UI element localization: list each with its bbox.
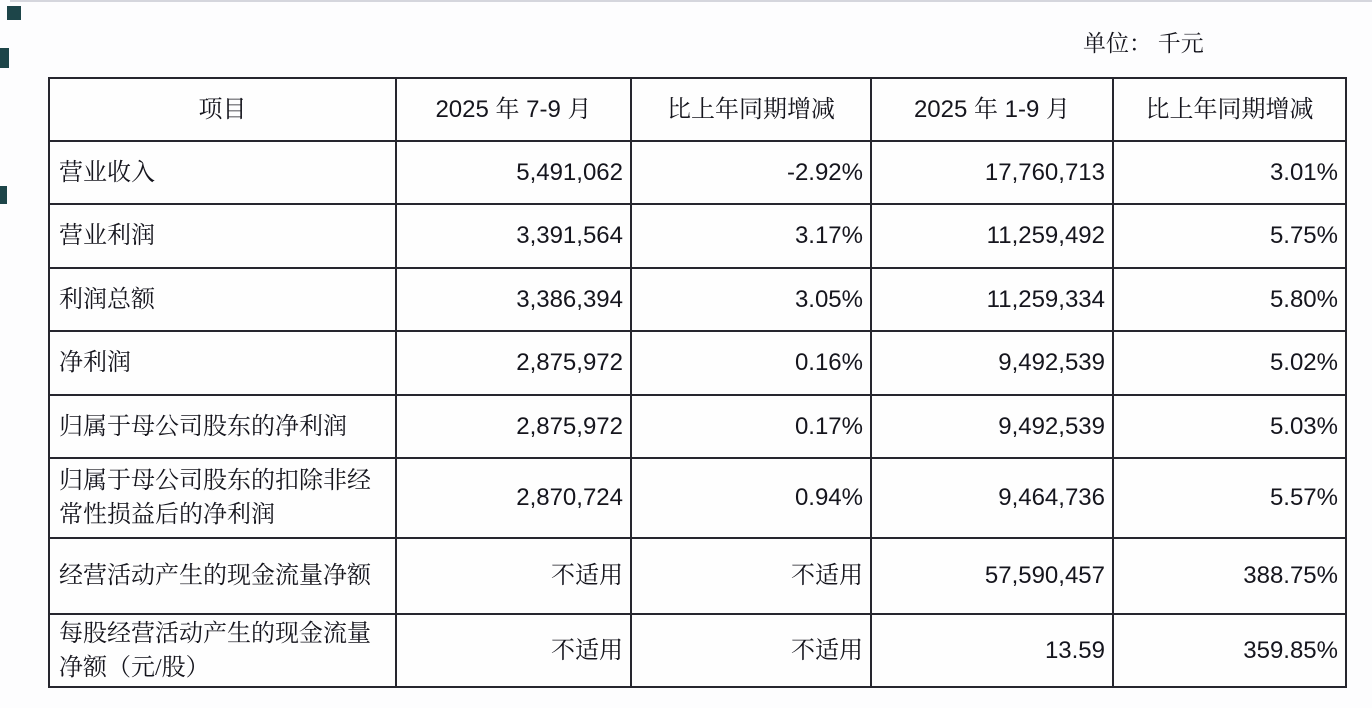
- table-row-operating-cash-flow: [49, 538, 1346, 614]
- row-label: 营业收入: [49, 141, 396, 204]
- cell-value: 388.75%: [1113, 538, 1346, 614]
- table-row-total-profit: [49, 268, 1346, 331]
- cell-value: 0.16%: [631, 331, 871, 395]
- table-row-net-profit: [49, 331, 1346, 395]
- cell-value: 13.59: [871, 614, 1113, 687]
- cell-value: 3.01%: [1113, 141, 1346, 204]
- cell-value: 17,760,713: [871, 141, 1113, 204]
- col-header-yoy-change-q3: 比上年同期增减: [631, 78, 871, 141]
- cell-value: 不适用: [396, 538, 631, 614]
- watermark-fragment: [7, 6, 21, 20]
- cell-value: 9,492,539: [871, 331, 1113, 395]
- cell-value: 2,875,972: [396, 331, 631, 395]
- col-header-item: 项目: [49, 78, 396, 141]
- table-row-operating-profit: [49, 204, 1346, 268]
- col-header-9m-2025: 2025 年 1-9 月: [871, 78, 1113, 141]
- cell-value: 5.80%: [1113, 268, 1346, 331]
- cell-value: 5.75%: [1113, 204, 1346, 268]
- top-edge-line: [10, 0, 1372, 2]
- col-header-q3-2025: 2025 年 7-9 月: [396, 78, 631, 141]
- row-label: 经营活动产生的现金流量净额: [49, 538, 396, 614]
- cell-value: 57,590,457: [871, 538, 1113, 614]
- col-header-yoy-change-9m: 比上年同期增减: [1113, 78, 1346, 141]
- cell-value: 11,259,334: [871, 268, 1113, 331]
- row-label: 净利润: [49, 331, 396, 395]
- watermark-fragment: [0, 48, 9, 68]
- cell-value: 5.02%: [1113, 331, 1346, 395]
- watermark-fragment: [0, 186, 7, 204]
- cell-value: 3,391,564: [396, 204, 631, 268]
- cell-value: 0.94%: [631, 458, 871, 538]
- cell-value: 3.17%: [631, 204, 871, 268]
- cell-value: 9,464,736: [871, 458, 1113, 538]
- unit-label: 单位： 千元: [1083, 31, 1204, 56]
- cell-value: 5,491,062: [396, 141, 631, 204]
- row-label: 营业利润: [49, 204, 396, 268]
- cell-value: 359.85%: [1113, 614, 1346, 687]
- cell-value: 11,259,492: [871, 204, 1113, 268]
- cell-value: 不适用: [631, 538, 871, 614]
- row-label: 归属于母公司股东的扣除非经常性损益后的净利润: [49, 458, 396, 538]
- cell-value: 5.03%: [1113, 395, 1346, 458]
- table-row-operating-cash-flow-per-share: [49, 614, 1346, 687]
- table-header-row: [49, 78, 1346, 141]
- cell-value: 0.17%: [631, 395, 871, 458]
- table-row-net-profit-parent-excl-nonrecurring: [49, 458, 1346, 538]
- cell-value: 3,386,394: [396, 268, 631, 331]
- table-row-operating-revenue: [49, 141, 1346, 204]
- table-row-net-profit-parent: [49, 395, 1346, 458]
- cell-value: 2,875,972: [396, 395, 631, 458]
- row-label: 归属于母公司股东的净利润: [49, 395, 396, 458]
- cell-value: 不适用: [631, 614, 871, 687]
- cell-value: 9,492,539: [871, 395, 1113, 458]
- cell-value: 5.57%: [1113, 458, 1346, 538]
- cell-value: 不适用: [396, 614, 631, 687]
- row-label: 每股经营活动产生的现金流量净额（元/股）: [49, 614, 396, 687]
- cell-value: 3.05%: [631, 268, 871, 331]
- financial-table: [48, 77, 1347, 688]
- cell-value: 2,870,724: [396, 458, 631, 538]
- row-label: 利润总额: [49, 268, 396, 331]
- cell-value: -2.92%: [631, 141, 871, 204]
